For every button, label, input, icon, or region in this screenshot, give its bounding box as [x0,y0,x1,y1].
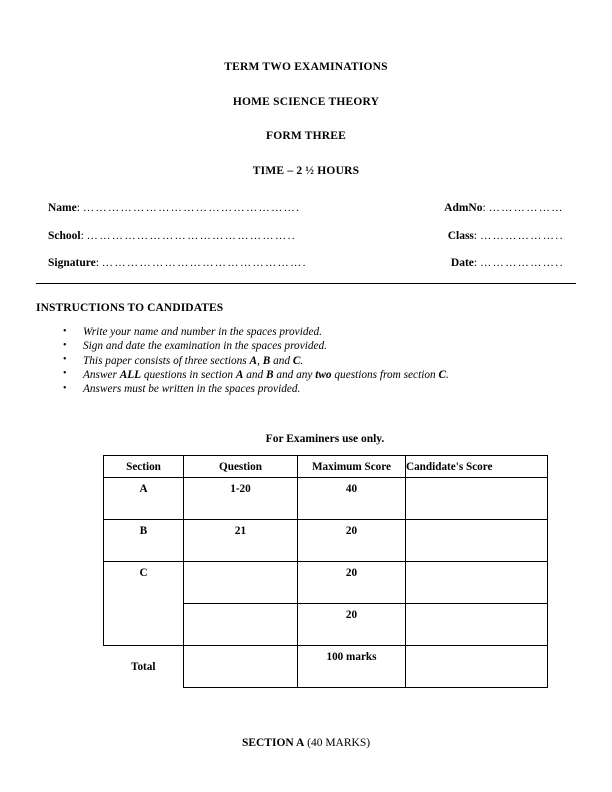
admno-colon: : [482,202,486,214]
cell-question [184,604,298,646]
table-row [104,520,548,562]
cell-maximum-score: 20 [298,520,406,562]
cell-total-candidate[interactable] [406,646,548,688]
name-label: Name [48,202,77,214]
signature-colon: : [95,257,99,269]
candidate-details-block [48,203,564,286]
cell-maximum-score: 40 [298,478,406,520]
cell-candidate-score[interactable] [406,520,548,562]
date-label: Date [450,257,474,269]
cell-question [184,562,298,604]
cell-question: 21 [184,520,298,562]
section-a-footer [0,738,612,750]
cell-section: C [104,562,184,646]
list-item: • Sign and date the examination in the spaces provided. [63,339,563,353]
signature-label: Signature [48,257,96,269]
field-row-school [48,231,564,243]
cell-maximum-score: 20 [298,604,406,646]
instructions-heading: INSTRUCTIONS TO CANDIDATES [36,302,224,314]
column-header-candidate-score: Candidate's Score [406,456,548,478]
cell-candidate-score[interactable] [406,478,548,520]
cell-section: A [104,478,184,520]
cell-candidate-score[interactable] [406,604,548,646]
field-row-signature [48,258,564,270]
instructions-list [63,325,563,396]
cell-question: 1-20 [184,478,298,520]
admno-input-line[interactable]: ……………… [488,202,564,214]
list-item: • This paper consists of three sections A, B and C. [63,354,563,368]
table-row [104,478,548,520]
header-divider-rule [36,283,576,284]
school-colon: : [80,229,84,242]
cell-section: B [104,520,184,562]
table-row [104,562,548,604]
cell-total-label: Total [104,646,184,688]
school-input-line[interactable]: ………………………………………….. [86,230,297,242]
heading-form: FORM THREE [265,130,347,142]
name-colon: : [76,202,80,214]
exam-heading-block [0,62,612,177]
signature-input-line[interactable]: …………………………………………. [101,258,308,269]
examiner-table-caption: For Examiners use only. [265,433,385,445]
date-colon: : [473,257,478,269]
date-input-line[interactable]: ……………….. [480,257,564,269]
field-row-name [48,203,564,215]
column-header-max-score: Maximum Score [298,456,406,478]
table-header-row [104,456,548,478]
admno-label: AdmNo [444,202,483,214]
cell-question [184,646,298,688]
column-header-section: Section [104,456,184,478]
cell-total-maximum: 100 marks [298,646,406,688]
cell-candidate-score[interactable] [406,562,548,604]
heading-time: TIME – 2 ½ HOURS [252,164,360,177]
list-item: • Answers must be written in the spaces provided. [63,382,563,396]
name-input-line[interactable]: ……………………………………………. [82,203,301,214]
school-label: School [48,229,81,242]
section-a-marks: (40 MARKS) [304,737,371,749]
list-item: • Answer ALL questions in section A and B and any two questions from section C. [63,368,563,382]
heading-term: TERM TWO EXAMINATIONS [224,61,388,73]
cell-maximum-score: 20 [298,562,406,604]
class-label: Class [447,229,474,242]
examiner-score-table [103,455,548,688]
heading-subject: HOME SCIENCE THEORY [232,95,380,108]
list-item: • Write your name and number in the spaces provided. [63,325,563,339]
column-header-question: Question [184,456,298,478]
class-colon: : [473,229,478,242]
table-row-total [104,646,548,688]
section-a-label: SECTION A [241,737,305,749]
class-input-line[interactable]: ……………….. [480,229,564,242]
